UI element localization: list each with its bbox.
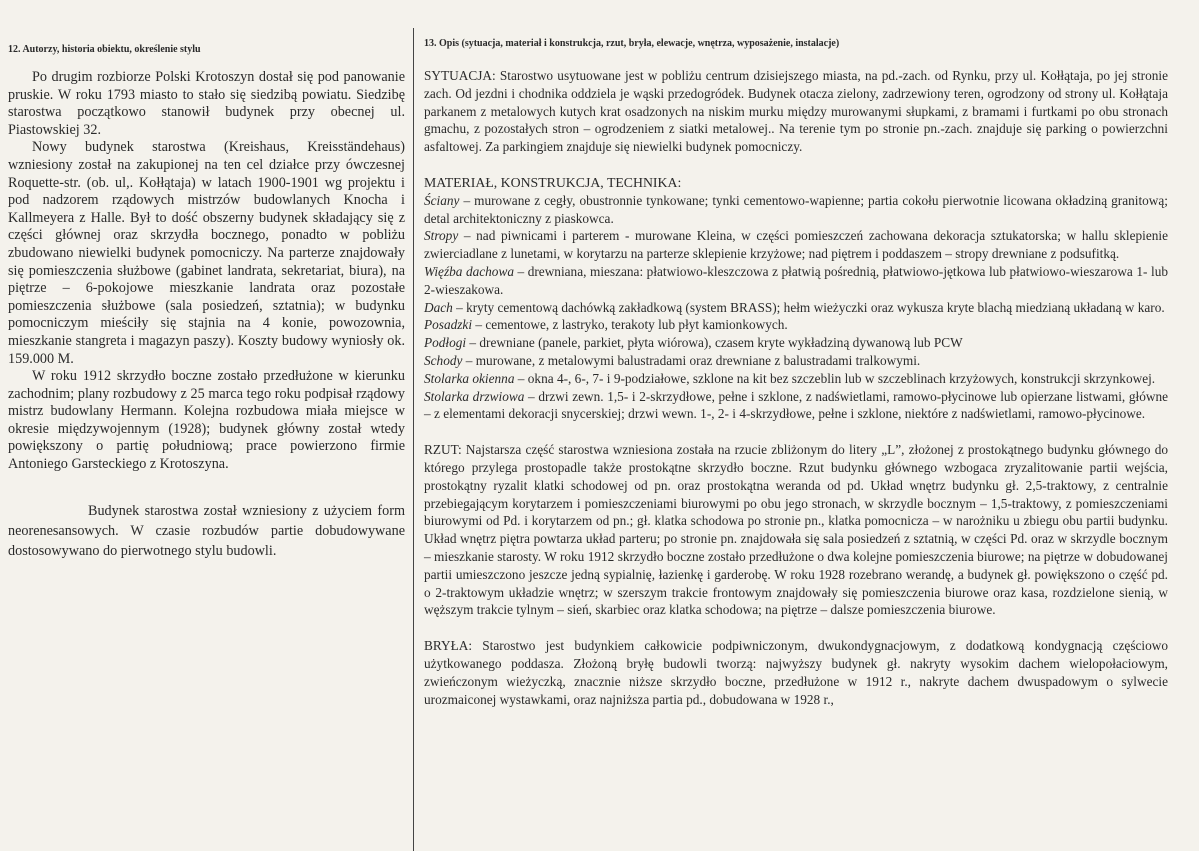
material-item: Dach – kryty cementową dachówką zakładkową (system BRASS); hełm wieżyczki oraz wykusza kryte blachą miedzianą układaną w karo.: [424, 299, 1165, 315]
history-paragraph-3: W roku 1912 skrzydło boczne zostało przedłużone w kierunku zachodnim; plany rozbudowy z 25 marca tego roku podpisał rządowy mistrz budowlany Hermann. Kolejna rozbudowa miała miejsce w okresie międzywojennym (1928); budynek główny został wtedy powiększony o partię południową; prace powierzono firmie Antoniego Garsteckiego z Krotoszyna.: [8, 368, 405, 473]
material-title: MATERIAŁ, KONSTRUKCJA, TECHNIKA:: [424, 174, 682, 190]
material-item: Schody – murowane, z metalowymi balustradami oraz drewniane z balustradami tralkowymi.: [424, 352, 921, 368]
material-item: Stolarka okienna – okna 4-, 6-, 7- i 9-podziałowe, szklone na kit bez szczeblin lub w szczeblinach krzyżowych, konstrukcji skrzynkowej.: [424, 370, 1156, 386]
material-item: Stolarka drzwiowa – drzwi zewn. 1,5- i 2-skrzydłowe, pełne i szklone, z nadświetlami, ramowo-płycinowe lub opierzane listwami, główne – z elementami dekoracji snycerskiej; drzwi wewn. 1-, 2- i 4-skrzydłowe, pełne i szklone, niektóre z nadświetlami, ramowo-płycinowe.: [424, 388, 1168, 422]
bryla-paragraph: BRYŁA: Starostwo jest budynkiem całkowicie podpiwniczonym, dwukondygnacjowym, z dodatkową kondygnacją częściowo użytkowanego poddasza. Złożoną bryłę budowli tworzą: najwyższy budynek gł. nakryty wysokim dachem wielopołaciowym, zwieńczonym wieżyczką, znacznie niższe skrzydło boczne, przedłużone w 1912 r., nakryte dachem dwuspadowym o sylwecie urozmaiconej wystawkami, oraz najniższa partia pd., dobudowana w 1928 r.,: [424, 638, 1168, 707]
rzut-paragraph: RZUT: Najstarsza część starostwa wzniesiona została na rzucie zbliżonym do litery „L”, złożonej z prostokątnego budynku głównego do którego przylega prostopadle także prostokątne skrzydło boczne. Rzut budynku głównego wzbogaca zryzalitowanie partii wejścia, prostokątny ryzalit klatki schodowej od pn. oraz prostokątna weranda od pd. Układ wnętrz budynku gł. 2,5-traktowy, z centralnie przebiegającym korytarzem i pomieszczeniami biurowymi po obu jego stronach, w skrzydle bocznym – 1,5-traktowy, z pomieszczeniami biurowymi od Pd. i korytarzem od pn.; gł. klatka schodowa po stronie pn., klatka pomocnicza – w narożniku u zbiegu obu partii budynku. Układ wnętrz piętra powtarza układ parteru; po stronie pn. znajdowała się sala posiedzeń z sztatnią, w części Pd. oraz w skrzydle bocznym – mieszkanie starosty. W roku 1912 skrzydło boczne zostało przedłużone o dwa kolejne pomieszczenia biurowe; na piętrze w dobudowanej partii umieszczono jeszcze jedną sypialnię, łazienkę i garderobę. W roku 1928 rozebrano werandę, a budynek gł. powiększono o część pd. o 2-traktowym układzie wnętrz; w szerszym trakcie frontowym znajdowały się pomieszczenia biurowe oraz kasa, rozdzielone sienią, w węższym trakcie tylnym – sień, skarbiec oraz klatka schodowa; na piętrze – dalsze pomieszczenia biurowe.: [424, 442, 1168, 618]
sytuacja-paragraph: SYTUACJA: Starostwo usytuowane jest w pobliżu centrum dzisiejszego miasta, na pd.-zach. od Rynku, przy ul. Kołłątaja, po jej stronie zach. Od jezdni i chodnika oddziela je wąski przedogródek. Budynek otacza zielony, zadrzewiony teren, ogrodzony od strony ul. Kołłątaja parkanem z metalowych kutych krat osadzonych na niskim murku między murowanymi słupkami, z bramami i furtkami po obu stronach gmachu, z pozostałych stron – ogrodzeniem z siatki metalowej.. Na terenie tym po stronie pn.-zach. znajduje się parking o powierzchni asfaltowej. Za parkingiem znajduje się niewielki budynek pomocniczy.: [424, 68, 1168, 155]
material-section: [424, 174, 1168, 423]
section-12-heading: 12. Autorzy, historia obiektu, określenie stylu: [8, 44, 201, 55]
left-column: [8, 44, 405, 561]
material-item: Stropy – nad piwnicami i parterem - murowane Kleina, w części pomieszczeń zachowana dekoracja sztukatorska; w hallu sklepienie zwierciadlane z lunetami, w korytarzu na parterze sklepienie krzyżowe; nad piętrem i poddaszem – stropy drewniane z podsufitką.: [424, 228, 1168, 262]
material-item: Więźba dachowa – drewniana, mieszana: płatwiowo-kleszczowa z płatwią pośrednią, płatwiowo-jętkowa lub płatwiowo-wieszarowa 1- lub 2-wieszakowa.: [424, 263, 1169, 297]
style-paragraph: Budynek starostwa został wzniesiony z użyciem form neorenesansowych. W czasie rozbudów partie dobudowywane dostosowywano do pierwotnego stylu budowli.: [8, 502, 405, 559]
section-13-heading: 13. Opis (sytuacja, materiał i konstrukcja, rzut, bryła, elewacje, wnętrza, wyposażenie, instalacje): [424, 38, 840, 49]
history-paragraph-1: Po drugim rozbiorze Polski Krotoszyn dostał się pod panowanie pruskie. W roku 1793 miasto to stało się siedzibą powiatu. Siedzibę starostwa początkowo stanowił budynek przy obecnej ul. Piastowskiej 32.: [8, 69, 405, 138]
material-item: Ściany – murowane z cegły, obustronnie tynkowane; tynki cementowo-wapienne; partia cokołu pierwotnie licowana okładziną granitową; detal architektoniczny z piaskowca.: [424, 192, 1168, 226]
material-item: Posadzki – cementowe, z lastryko, terakoty lub płyt kamionkowych.: [424, 317, 788, 333]
column-divider: [413, 28, 414, 851]
material-item: Podłogi – drewniane (panele, parkiet, płyta wiórowa), czasem kryte wykładziną dywanową lub PCW: [424, 335, 963, 351]
history-paragraph-2: Nowy budynek starostwa (Kreishaus, Kreisständehaus) wzniesiony został na zakupionej na ten cel działce przy ówczesnej Roquette-str. (ob. ul,. Kołłątaja) w latach 1900-1901 wg projektu i pod nadzorem rządowych mistrzów budowlanych Knocha i Kallmeyera z Halle. Był to dość obszerny budynek składający się z części głównej oraz skrzydła bocznego, ponadto w pobliżu zbudowano niewielki budynek pomocniczy. Na parterze znajdowały się pomieszczenia służbowe (gabinet landrata, sekretariat, biura), na piętrze – 6-pokojowe mieszkanie landrata oraz pozostałe pomieszczenia służbowe (sala posiedzeń, sztatnia); w budynku pomocniczym mieściły się stajnia na 4 konie, powozownia, mieszkanie stangreta i magazyn paszy). Koszty budowy wyniosły ok. 159.000 M.: [8, 139, 405, 367]
right-column: [424, 38, 1168, 708]
